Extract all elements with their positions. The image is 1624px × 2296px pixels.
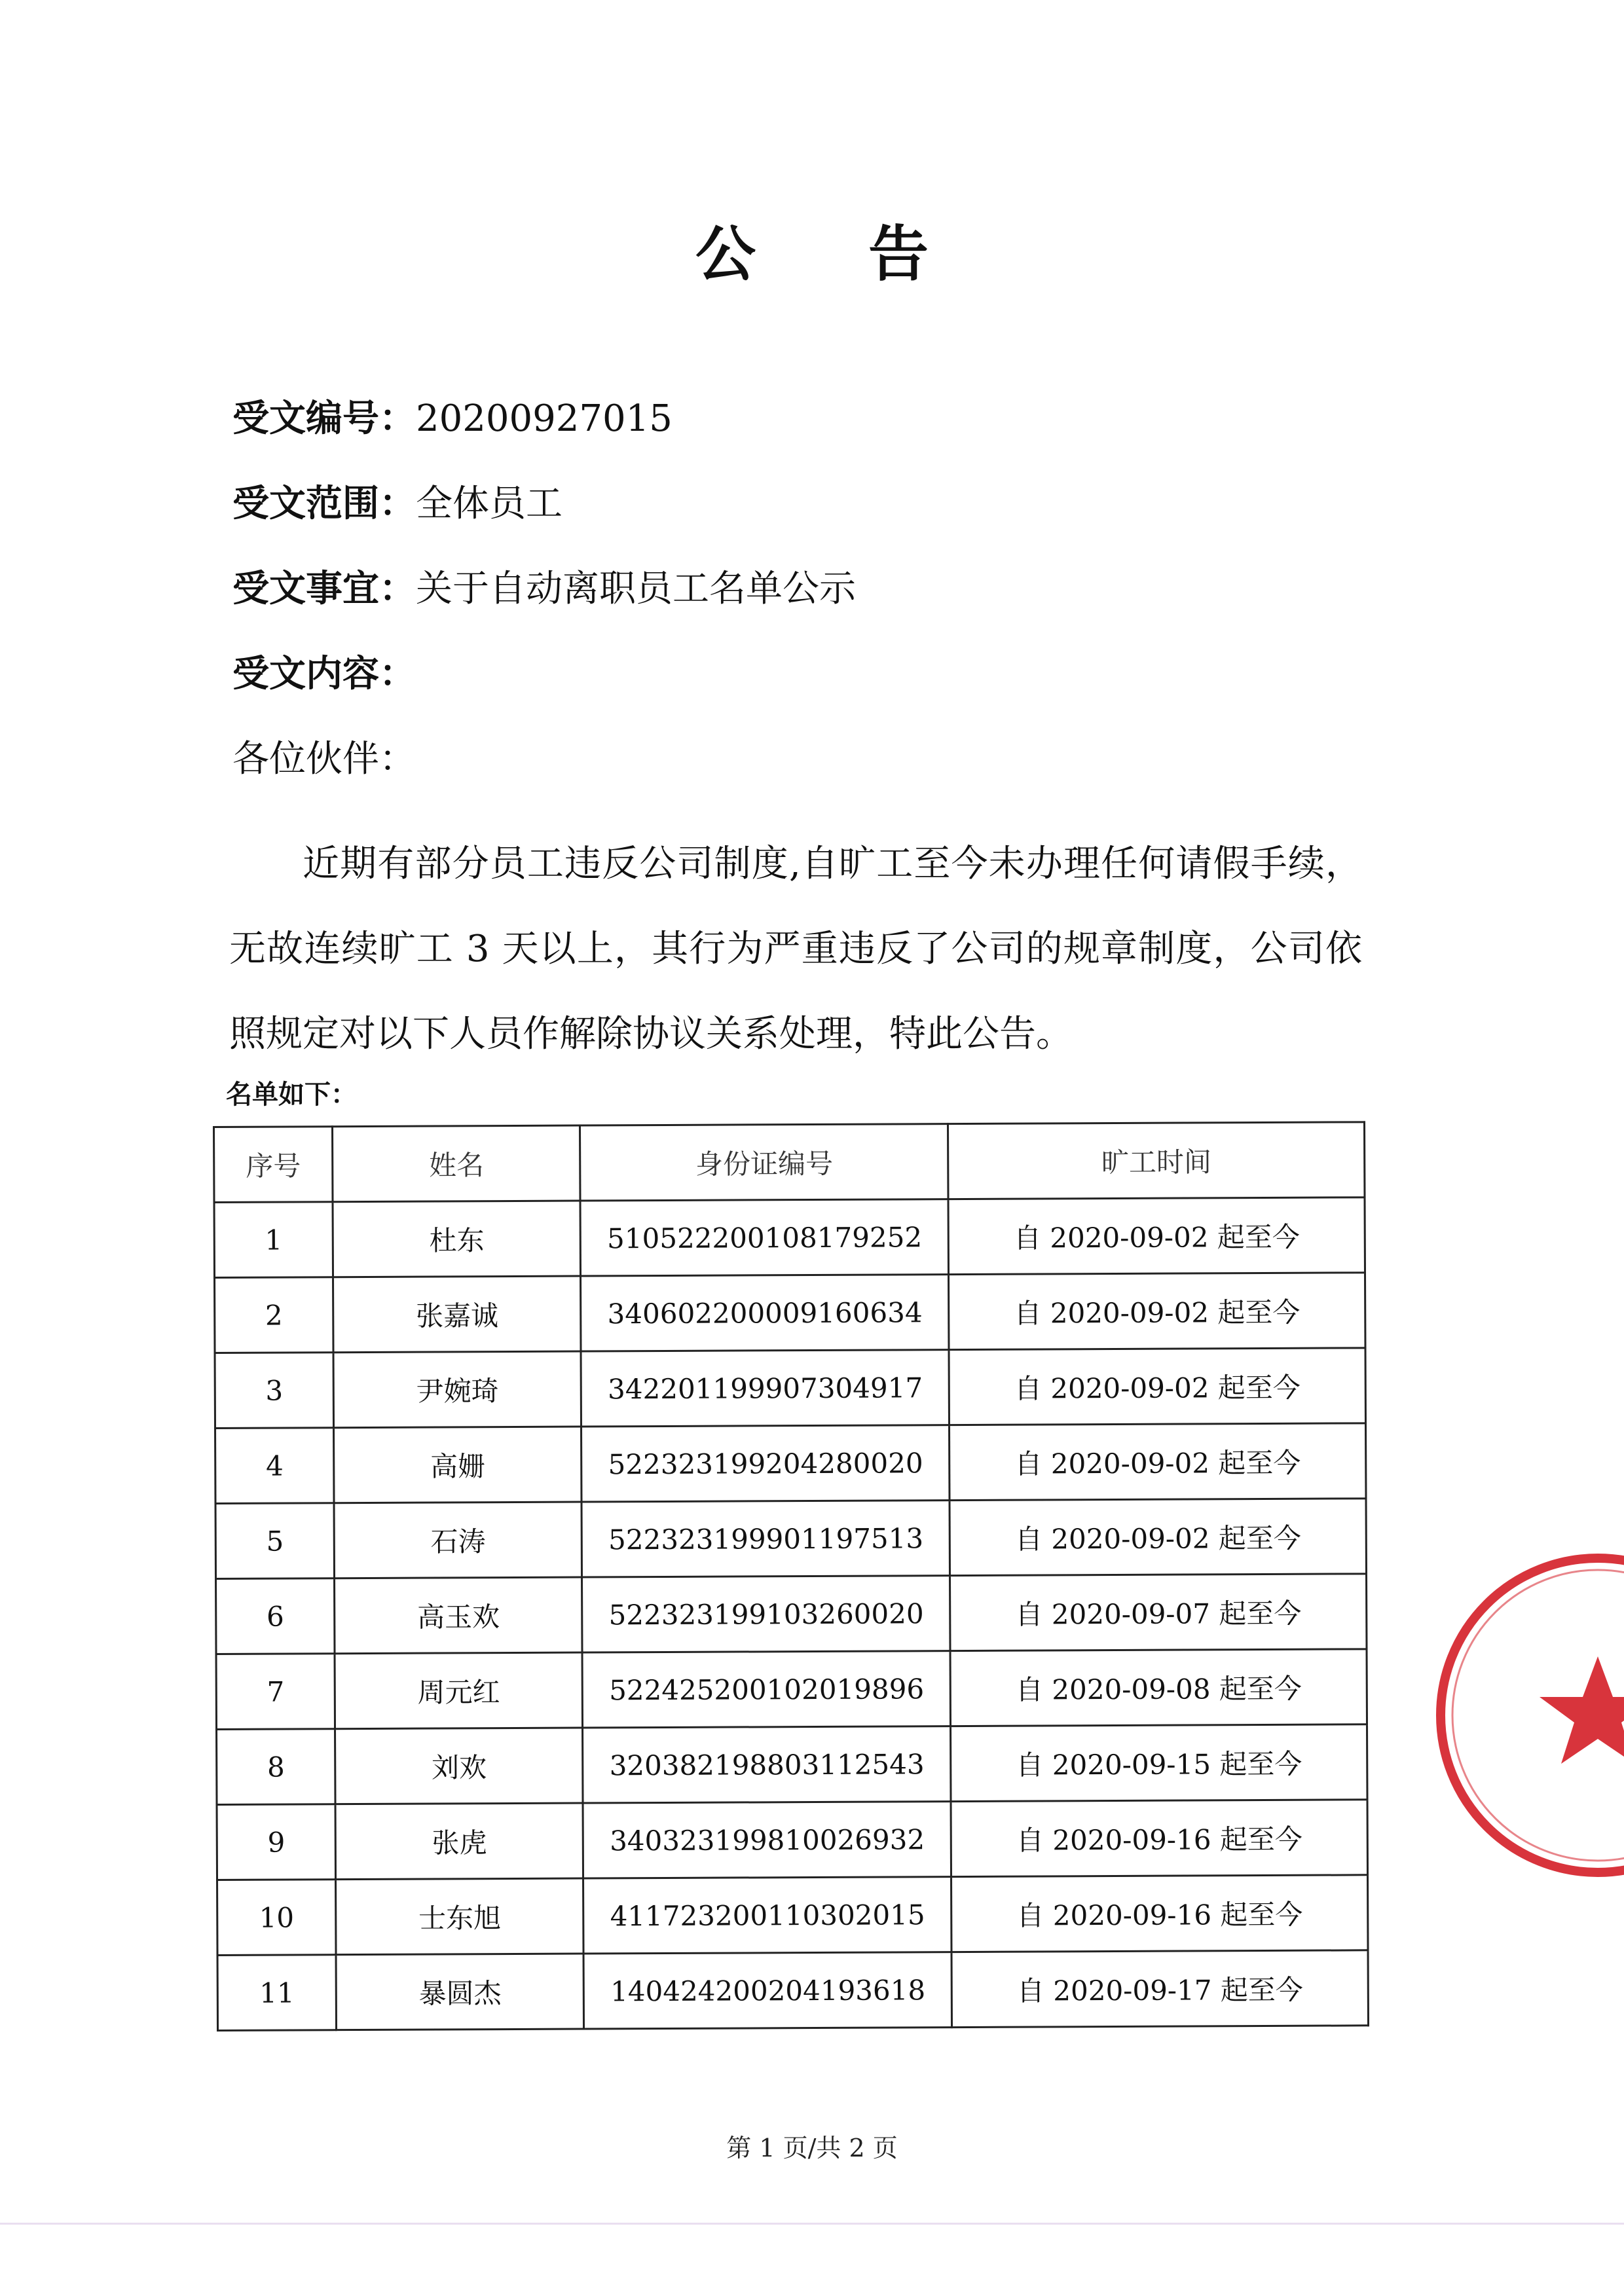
cell-id: 522323199204280020 [581, 1425, 950, 1502]
cell-no: 5 [215, 1503, 335, 1579]
meta-value: 全体员工 [416, 483, 563, 525]
table-row [216, 1649, 1367, 1730]
cell-name: 士东旭 [336, 1878, 584, 1955]
meta-scope [232, 481, 563, 527]
cell-time: 自 2020-09-16 起至今 [951, 1800, 1367, 1877]
cell-id: 140424200204193618 [583, 1952, 951, 2029]
meta-doc-number [232, 396, 673, 442]
list-title: 名单如下： [226, 1080, 357, 1110]
notice-body: 近期有部分员工违反公司制度,自旷工至今未办理任何请假手续，无故连续旷工 3 天以上，其行为严重违反了公司的规章制度，公司依照规定对以下人员作解除协议关系处理，特此公告。 [229, 843, 1362, 1055]
cell-no: 1 [214, 1202, 333, 1278]
cell-time: 自 2020-09-07 起至今 [950, 1574, 1367, 1651]
absentee-table [213, 1121, 1369, 2032]
cell-no: 11 [217, 1955, 337, 2031]
cell-no: 4 [215, 1428, 335, 1504]
meta-label: 受文事宜： [232, 568, 416, 610]
cell-no: 2 [215, 1277, 334, 1353]
cell-name: 张嘉诚 [333, 1276, 581, 1353]
table-row [217, 1800, 1367, 1880]
cell-name: 刘欢 [335, 1728, 583, 1804]
cell-time: 自 2020-09-15 起至今 [951, 1724, 1367, 1802]
cell-no: 10 [217, 1880, 337, 1956]
meta-label: 受文内容： [232, 653, 416, 695]
cell-id: 510522200108179252 [580, 1199, 948, 1276]
cell-time: 自 2020-09-02 起至今 [949, 1273, 1365, 1350]
cell-id: 320382198803112543 [583, 1726, 951, 1803]
meta-content [232, 651, 416, 697]
cell-time: 自 2020-09-02 起至今 [948, 1197, 1365, 1275]
cell-id: 342201199907304917 [581, 1350, 949, 1427]
cell-name: 尹婉琦 [333, 1351, 581, 1428]
table-row [215, 1273, 1365, 1353]
table-row [217, 1724, 1367, 1805]
table-row [215, 1348, 1365, 1429]
cell-no: 6 [216, 1578, 335, 1654]
cell-name: 高玉欢 [335, 1577, 583, 1654]
table-header-row [214, 1122, 1365, 1203]
meta-value: 20200927015 [416, 397, 673, 440]
header-no: 序号 [214, 1127, 333, 1203]
scan-edge-line [0, 2223, 1624, 2225]
cell-time: 自 2020-09-08 起至今 [950, 1649, 1367, 1726]
cell-no: 3 [215, 1353, 334, 1429]
cell-id: 522323199103260020 [582, 1576, 950, 1652]
cell-name: 杜东 [333, 1201, 581, 1277]
cell-time: 自 2020-09-17 起至今 [951, 1950, 1368, 2028]
cell-time: 自 2020-09-02 起至今 [950, 1499, 1366, 1576]
cell-id: 522323199901197513 [581, 1501, 950, 1577]
cell-id: 411723200110302015 [583, 1877, 951, 1954]
table-row [214, 1197, 1365, 1278]
cell-time: 自 2020-09-02 起至今 [949, 1348, 1365, 1425]
cell-name: 周元红 [335, 1652, 583, 1729]
cell-no: 9 [217, 1804, 336, 1880]
cell-time: 自 2020-09-16 起至今 [951, 1875, 1368, 1952]
company-seal [1428, 1545, 1624, 1886]
cell-id: 340602200009160634 [581, 1275, 949, 1351]
page-footer: 第 1 页/共 2 页 [726, 2134, 898, 2162]
table-row [215, 1423, 1366, 1504]
meta-label: 受文范围： [232, 483, 416, 525]
table-row [217, 1875, 1368, 1956]
table-row [217, 1950, 1368, 2031]
cell-name: 张虎 [335, 1803, 583, 1880]
cell-name: 高姗 [334, 1427, 582, 1503]
header-name: 姓名 [333, 1125, 581, 1202]
meta-subject [232, 566, 856, 612]
cell-name: 暴圆杰 [336, 1954, 584, 2030]
meta-label: 受文编号： [232, 397, 416, 440]
header-time: 旷工时间 [948, 1122, 1365, 1199]
table-row [215, 1499, 1366, 1579]
header-id: 身份证编号 [580, 1124, 948, 1201]
meta-value: 关于自动离职员工名单公示 [416, 568, 856, 610]
cell-name: 石涛 [334, 1502, 582, 1578]
cell-id: 340323199810026932 [583, 1802, 951, 1878]
cell-time: 自 2020-09-02 起至今 [950, 1423, 1366, 1501]
greeting: 各位伙伴： [232, 738, 416, 780]
star-icon [1540, 1656, 1624, 1764]
cell-no: 8 [217, 1729, 336, 1805]
seal-graphic [1428, 1545, 1624, 1886]
cell-no: 7 [216, 1654, 335, 1730]
table-row [216, 1574, 1367, 1654]
cell-id: 522425200102019896 [582, 1651, 950, 1728]
page-title: 公 告 [695, 219, 975, 289]
